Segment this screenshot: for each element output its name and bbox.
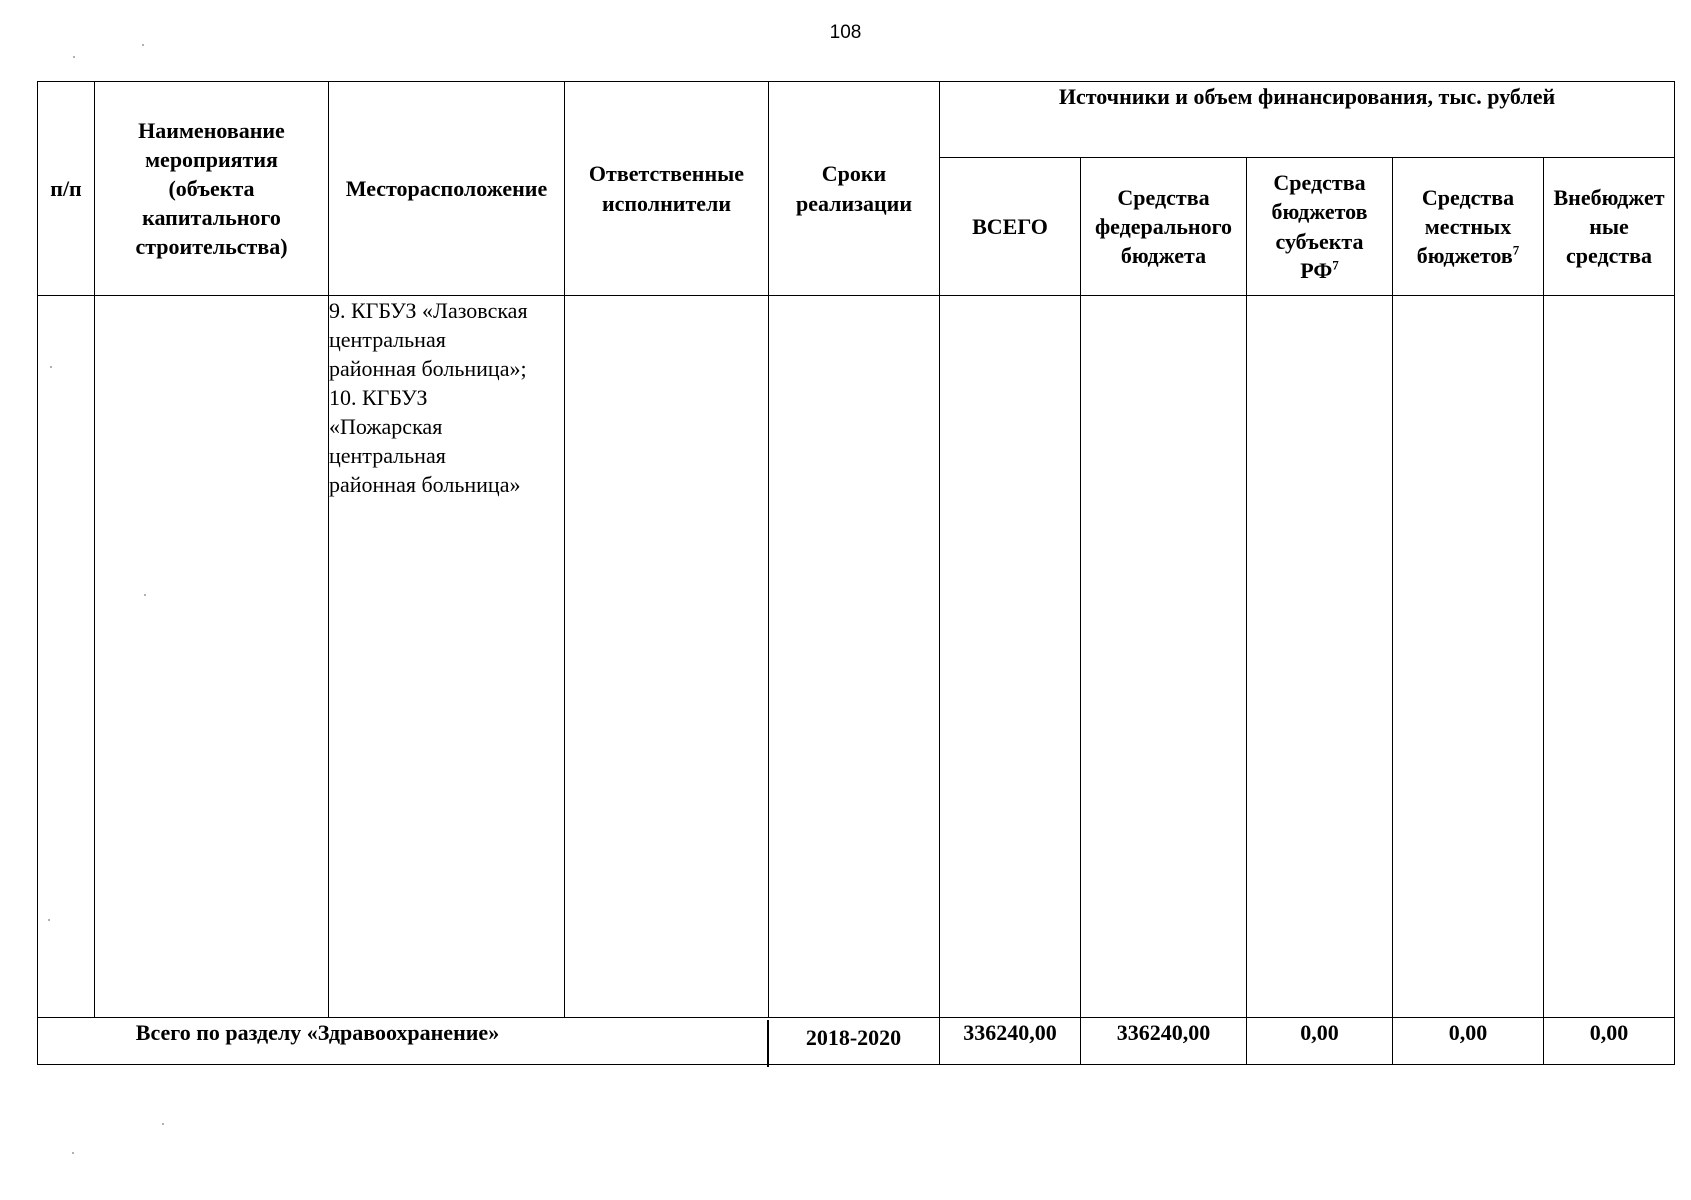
- cell-responsible: [565, 296, 769, 1018]
- header-federal-line: Средства: [1117, 184, 1210, 210]
- total-local: 0,00: [1393, 1018, 1544, 1065]
- header-responsible-line: Ответственные: [588, 161, 745, 187]
- total-subject: 0,00: [1247, 1018, 1393, 1065]
- header-local-line: бюджетов: [1416, 243, 1513, 269]
- total-total: 336240,00: [940, 1018, 1081, 1065]
- scan-speck: [50, 366, 52, 368]
- header-offbudget-line: ные: [1589, 213, 1629, 239]
- total-federal: 336240,00: [1081, 1018, 1247, 1065]
- header-terms-line: Сроки: [821, 161, 887, 187]
- header-local-line: местных: [1424, 213, 1512, 239]
- header-total: ВСЕГО: [940, 158, 1081, 296]
- header-num: п/п: [38, 82, 95, 296]
- location-line: 9. КГБУЗ «Лазовская: [329, 298, 528, 323]
- header-offbudget: [1544, 158, 1675, 296]
- cell-terms: [769, 296, 940, 1018]
- cell-name: [95, 296, 329, 1018]
- header-local-line: Средства: [1421, 184, 1515, 210]
- cell-total: [940, 296, 1081, 1018]
- total-label: Всего по разделу «Здравоохранение»: [135, 1020, 500, 1045]
- header-name: [95, 82, 329, 296]
- footnote-ref: 7: [1332, 257, 1339, 273]
- cell-subject: [1247, 296, 1393, 1018]
- header-responsible-line: исполнители: [601, 190, 732, 216]
- location-line: «Пожарская: [329, 414, 443, 440]
- header-name-line: капитального: [142, 205, 281, 231]
- header-funding-group: Источники и объем финансирования, тыс. рублей: [940, 82, 1675, 158]
- location-line: районная больница»: [329, 472, 521, 498]
- header-terms: [769, 82, 940, 296]
- header-subject-line: Средства: [1273, 170, 1366, 196]
- header-local: [1393, 158, 1544, 296]
- page-number: 108: [829, 22, 862, 43]
- header-responsible: [565, 82, 769, 296]
- scan-speck: [142, 44, 144, 46]
- header-subject: [1247, 158, 1393, 296]
- location-line: районная больница»;: [329, 356, 527, 382]
- financing-table: [37, 81, 1675, 1065]
- location-line: 10. КГБУЗ: [329, 385, 428, 411]
- header-name-line: Наименование: [138, 117, 285, 143]
- header-terms-line: реализации: [795, 190, 913, 216]
- header-offbudget-line: Внебюджет: [1553, 184, 1665, 210]
- total-terms: 2018-2020: [805, 1025, 902, 1050]
- footnote-ref: 7: [1512, 242, 1520, 258]
- header-federal-line: федерального: [1094, 213, 1233, 239]
- table-row: [38, 296, 1675, 1018]
- location-line: центральная: [329, 327, 446, 353]
- scan-speck: [48, 919, 50, 921]
- cell-num: [38, 296, 95, 1018]
- scan-speck: [73, 56, 75, 58]
- header-subject-line: бюджетов: [1271, 199, 1368, 225]
- cell-location: [329, 296, 565, 1018]
- scan-speck: [144, 594, 146, 596]
- header-name-line: (объекта: [168, 175, 255, 201]
- cell-offbudget: [1544, 296, 1675, 1018]
- total-offbudget: 0,00: [1544, 1018, 1675, 1065]
- header-federal-line: бюджета: [1120, 243, 1207, 269]
- header-name-line: строительства): [135, 234, 288, 260]
- header-offbudget-line: средства: [1565, 243, 1653, 269]
- cell-local: [1393, 296, 1544, 1018]
- total-row-divider: [767, 1020, 769, 1067]
- cell-federal: [1081, 296, 1247, 1018]
- header-name-line: мероприятия: [145, 146, 278, 172]
- header-subject-line: субъекта: [1275, 228, 1364, 254]
- scan-speck: [72, 1152, 74, 1154]
- location-line: центральная: [329, 443, 446, 469]
- header-location: Месторасположение: [329, 82, 565, 296]
- header-subject-line: РФ: [1300, 257, 1333, 283]
- scan-speck: [162, 1123, 164, 1125]
- header-federal: [1081, 158, 1247, 296]
